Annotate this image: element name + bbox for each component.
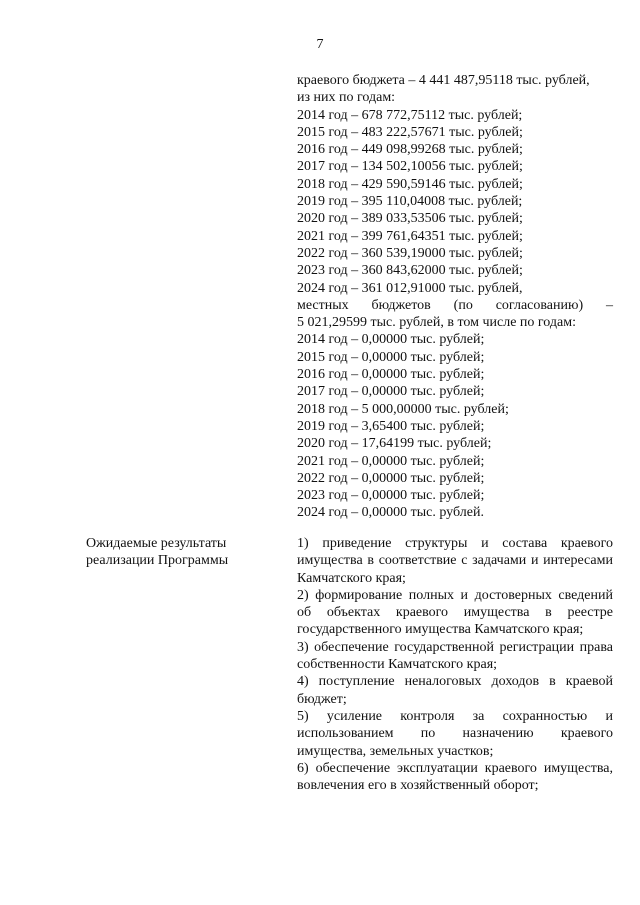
expected-results-label-line-1: Ожидаемые результаты (86, 536, 227, 551)
expected-results-list (297, 535, 613, 794)
local-year-2014: 2014 год – 0,00000 тыс. рублей; (297, 332, 485, 348)
local-year-2019: 2019 год – 3,65400 тыс. рублей; (297, 418, 485, 434)
regional-year-2024: 2024 год – 361 012,91000 тыс. рублей, (297, 280, 523, 296)
result-item-2: 2) формирование полных и достоверных сведений об объектах краевого имущества в реестре государственного имущества Камчатского края; (297, 587, 613, 638)
regional-year-2016: 2016 год – 449 098,99268 тыс. рублей; (297, 142, 523, 158)
local-year-2021: 2021 год – 0,00000 тыс. рублей; (297, 453, 485, 469)
result-item-3: 3) обеспечение государственной регистрации права собственности Камчатского края; (297, 639, 613, 673)
regional-budget-subtitle: из них по годам: (297, 90, 396, 106)
result-item-6: 6) обеспечение эксплуатации краевого имущества, вовлечения его в хозяйственный оборот; (297, 760, 613, 794)
budget-section (297, 72, 613, 522)
regional-year-2020: 2020 год – 389 033,53506 тыс. рублей; (297, 211, 523, 227)
local-year-2018: 2018 год – 5 000,00000 тыс. рублей; (297, 401, 509, 417)
local-year-2024: 2024 год – 0,00000 тыс. рублей. (297, 505, 484, 521)
local-year-2016: 2016 год – 0,00000 тыс. рублей; (297, 367, 485, 383)
regional-year-2019: 2019 год – 395 110,04008 тыс. рублей; (297, 194, 523, 210)
regional-year-2018: 2018 год – 429 590,59146 тыс. рублей; (297, 176, 523, 192)
local-budget-subtitle: 5 021,29599 тыс. рублей, в том числе по годам: (297, 315, 576, 331)
local-year-2020: 2020 год – 17,64199 тыс. рублей; (297, 436, 492, 452)
regional-year-2015: 2015 год – 483 222,57671 тыс. рублей; (297, 124, 523, 140)
regional-year-2023: 2023 год – 360 843,62000 тыс. рублей; (297, 263, 523, 279)
result-item-5: 5) усиление контроля за сохранностью и использованием по назначению краевого имущества, земельных участков; (297, 708, 613, 759)
regional-year-2017: 2017 год – 134 502,10056 тыс. рублей; (297, 159, 523, 175)
regional-budget-total: краевого бюджета – 4 441 487,95118 тыс. рублей, (297, 73, 590, 88)
local-year-2017: 2017 год – 0,00000 тыс. рублей; (297, 384, 485, 400)
local-year-2022: 2022 год – 0,00000 тыс. рублей; (297, 470, 485, 486)
local-year-2015: 2015 год – 0,00000 тыс. рублей; (297, 349, 485, 365)
result-item-4: 4) поступление неналоговых доходов в краевой бюджет; (297, 674, 613, 707)
local-budget-total: местных бюджетов (по согласованию) – (297, 297, 613, 313)
page-number: 7 (316, 37, 324, 52)
regional-year-2021: 2021 год – 399 761,64351 тыс. рублей; (297, 228, 523, 244)
expected-results-label-line-2: реализации Программы (86, 553, 229, 569)
local-year-2023: 2023 год – 0,00000 тыс. рублей; (297, 488, 485, 504)
regional-year-2022: 2022 год – 360 539,19000 тыс. рублей; (297, 245, 523, 261)
expected-results-label (86, 535, 286, 570)
result-item-1: 1) приведение структуры и состава краевого имущества в соответствие с задачами и интересами Камчатского края; (297, 536, 613, 586)
regional-year-2014: 2014 год – 678 772,75112 тыс. рублей; (297, 107, 523, 123)
